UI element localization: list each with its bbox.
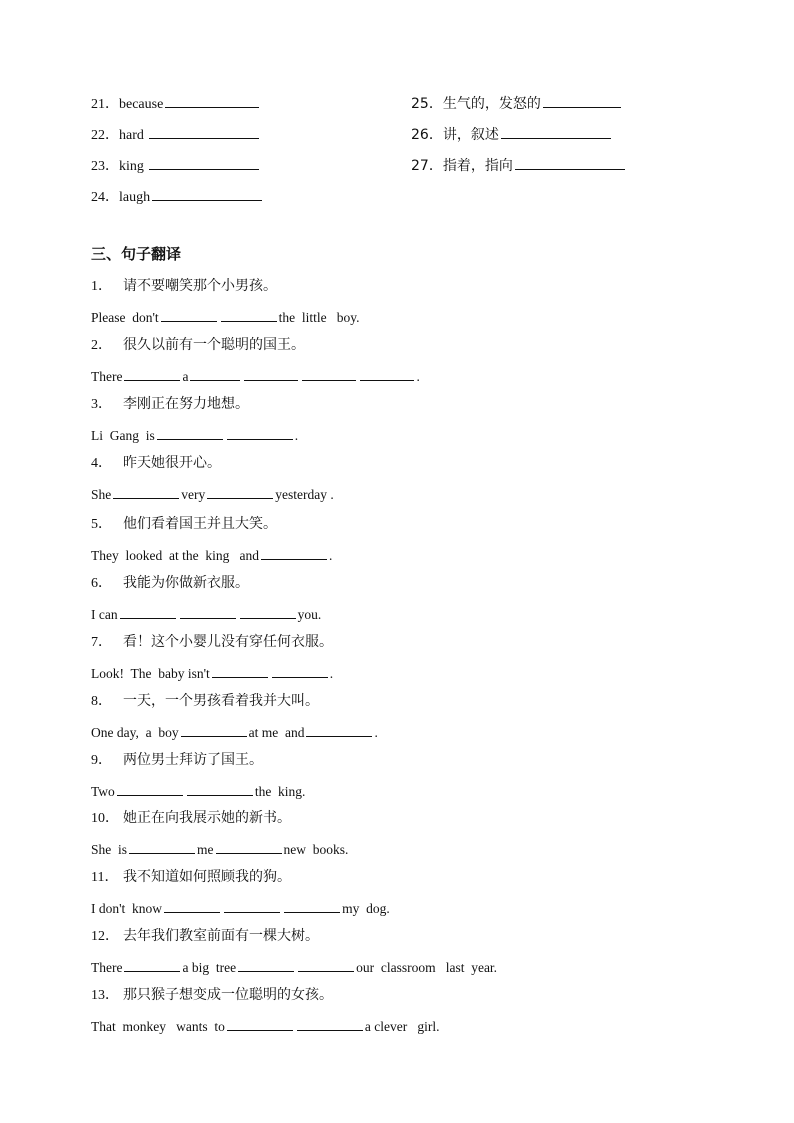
chinese-sentence: 去年我们教室前面有一棵大树。 (123, 928, 319, 944)
vocab-item-24: 24．laugh (91, 185, 264, 205)
answer-blank[interactable] (240, 603, 296, 619)
chinese-sentence: 他们看着国王并且大笑。 (123, 516, 277, 532)
chinese-sentence: 请不要嘲笑那个小男孩。 (123, 278, 277, 294)
item-number: 7． (91, 635, 112, 650)
item-number: 5． (91, 517, 112, 532)
answer-blank[interactable] (117, 780, 183, 796)
answer-blank[interactable] (284, 897, 340, 913)
chinese-sentence: 她正在向我展示她的新书。 (123, 810, 291, 826)
chinese-sentence: 我能为你做新衣服。 (123, 575, 249, 591)
answer-blank[interactable] (224, 897, 280, 913)
answer-blank[interactable] (227, 1015, 293, 1031)
answer-blank[interactable] (187, 780, 253, 796)
item-8-english (91, 721, 378, 741)
item-number: 10． (91, 811, 119, 826)
answer-blank[interactable] (152, 185, 262, 201)
chinese-sentence: 昨天她很开心。 (123, 455, 221, 471)
answer-blank[interactable] (181, 721, 247, 737)
english-text: . (416, 369, 420, 384)
item-number: 2． (91, 338, 112, 353)
answer-blank[interactable] (297, 1015, 363, 1031)
item-7-english (91, 662, 333, 682)
english-text: very (181, 487, 206, 502)
answer-blank[interactable] (124, 365, 180, 381)
answer-blank[interactable] (515, 154, 625, 170)
english-text: . (329, 666, 334, 681)
english-text: Two (91, 784, 115, 799)
item-1-chinese (91, 275, 277, 295)
item-12-english (91, 956, 497, 976)
item-11-chinese (91, 866, 291, 886)
english-text: Look! The baby isn't (91, 666, 210, 681)
english-text: That monkey wants to (91, 1019, 225, 1034)
english-text: There (91, 960, 123, 975)
english-text: I can (91, 607, 118, 622)
chinese-sentence: 看！这个小婴儿没有穿任何衣服。 (123, 634, 333, 650)
answer-blank[interactable] (501, 123, 611, 139)
english-text: a (182, 369, 189, 384)
answer-blank[interactable] (212, 662, 268, 678)
answer-blank[interactable] (543, 92, 621, 108)
english-text: the little boy. (278, 310, 360, 325)
answer-blank[interactable] (161, 306, 217, 322)
vocab-item-27: 27．指着，指向 (411, 154, 627, 174)
chinese-sentence: 我不知道如何照顾我的狗。 (123, 869, 291, 885)
item-number: 11． (91, 870, 119, 885)
english-text: Please don't (91, 310, 159, 325)
answer-blank[interactable] (360, 365, 414, 381)
item-3-english (91, 424, 298, 444)
answer-blank[interactable] (306, 721, 372, 737)
item-number: 13． (91, 988, 119, 1003)
answer-blank[interactable] (302, 365, 356, 381)
item-number: 12． (91, 929, 119, 944)
answer-blank[interactable] (244, 365, 298, 381)
answer-blank[interactable] (272, 662, 328, 678)
item-7-chinese (91, 631, 333, 651)
english-text: I don't know (91, 901, 163, 916)
answer-blank[interactable] (261, 544, 327, 560)
english-text: . (294, 428, 299, 443)
english-text: She (91, 487, 112, 502)
item-4-chinese (91, 452, 221, 472)
answer-blank[interactable] (165, 92, 259, 108)
english-text: One day, a boy (91, 725, 179, 740)
item-2-english (91, 365, 420, 385)
item-number: 9． (91, 753, 112, 768)
english-text: They looked at the king and (91, 548, 259, 563)
item-3-chinese (91, 393, 249, 413)
english-text: our classroom last year. (356, 960, 498, 975)
english-text: at me and (248, 725, 305, 740)
english-text: the king. (254, 784, 306, 799)
answer-blank[interactable] (216, 838, 282, 854)
chinese-sentence: 李刚正在努力地想。 (123, 396, 249, 412)
english-text: There (91, 369, 123, 384)
item-6-chinese (91, 572, 249, 592)
chinese-sentence: 两位男士拜访了国王。 (123, 752, 263, 768)
answer-blank[interactable] (298, 956, 354, 972)
english-text: a big tree (182, 960, 237, 975)
english-text: a clever girl. (364, 1019, 440, 1034)
item-number: 8． (91, 694, 112, 709)
item-6-english (91, 603, 321, 623)
answer-blank[interactable] (180, 603, 236, 619)
item-9-english (91, 780, 305, 800)
english-text: . (374, 725, 378, 740)
answer-blank[interactable] (221, 306, 277, 322)
english-text: She is (91, 842, 128, 857)
vocab-item-21: 21．because (91, 92, 261, 112)
answer-blank[interactable] (157, 424, 223, 440)
item-9-chinese (91, 749, 263, 769)
english-text: yesterday . (275, 487, 334, 502)
vocab-item-25: 25．生气的，发怒的 (411, 92, 623, 112)
item-number: 4． (91, 456, 112, 471)
english-text: my dog. (342, 901, 390, 916)
chinese-sentence: 很久以前有一个聪明的国王。 (123, 337, 305, 353)
item-5-chinese (91, 513, 277, 533)
item-13-chinese (91, 984, 333, 1004)
english-text: you. (297, 607, 322, 622)
english-text: . (328, 548, 333, 563)
answer-blank[interactable] (124, 956, 180, 972)
item-10-english (91, 838, 348, 858)
item-12-chinese (91, 925, 319, 945)
section-title: 三、句子翻译 (91, 245, 182, 263)
item-1-english (91, 306, 360, 326)
item-2-chinese (91, 334, 305, 354)
answer-blank[interactable] (190, 365, 240, 381)
item-13-english (91, 1015, 439, 1035)
english-text: me (197, 842, 214, 857)
english-text: new books. (283, 842, 349, 857)
item-5-english (91, 544, 332, 564)
item-11-english (91, 897, 390, 917)
item-4-english (91, 483, 334, 503)
item-8-chinese (91, 690, 319, 710)
answer-blank[interactable] (164, 897, 220, 913)
item-number: 6． (91, 576, 112, 591)
answer-blank[interactable] (149, 154, 259, 170)
item-10-chinese (91, 807, 291, 827)
item-number: 1． (91, 279, 112, 294)
english-text: Li Gang is (91, 428, 155, 443)
vocab-item-22: 22．hard (91, 123, 261, 143)
answer-blank[interactable] (149, 123, 259, 139)
answer-blank[interactable] (227, 424, 293, 440)
item-number: 3． (91, 397, 112, 412)
answer-blank[interactable] (113, 483, 179, 499)
answer-blank[interactable] (120, 603, 176, 619)
answer-blank[interactable] (129, 838, 195, 854)
vocab-item-23: 23．king (91, 154, 261, 174)
chinese-sentence: 一天，一个男孩看着我并大叫。 (123, 693, 319, 709)
answer-blank[interactable] (207, 483, 273, 499)
answer-blank[interactable] (238, 956, 294, 972)
chinese-sentence: 那只猴子想变成一位聪明的女孩。 (123, 987, 333, 1003)
vocab-item-26: 26．讲，叙述 (411, 123, 613, 143)
